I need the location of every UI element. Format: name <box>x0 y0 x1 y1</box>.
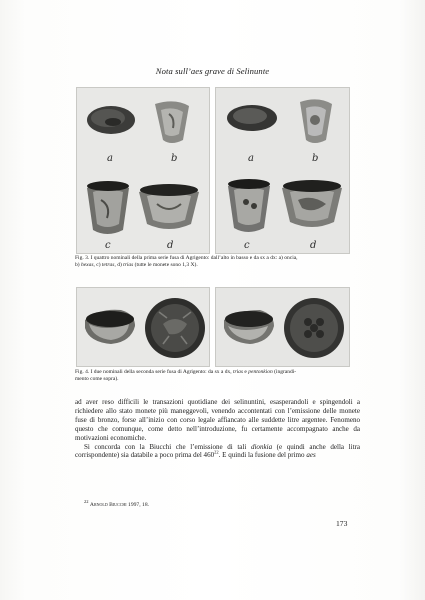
figure3-caption-c-prefix: , c) <box>93 262 102 269</box>
coin-tetras-reverse <box>228 179 270 232</box>
label-left-c: c <box>105 240 111 251</box>
figure4-left-photo <box>77 288 209 366</box>
coin-oncia-reverse <box>227 105 277 131</box>
figure3-caption-line1: I quattro nominali della prima serie fusa di Agrigento: dall’alto in basso e da sx a dx: a) oncia, <box>90 255 298 261</box>
footnote-ref-22[interactable]: 22 <box>214 450 219 456</box>
footnote-citation: 1997, 18. <box>126 502 150 508</box>
figure3-left-photo <box>77 88 209 253</box>
term-tetras: tetras <box>101 262 115 269</box>
figure3-caption-scale: (tutte le monete sono 1,3 X). <box>133 262 198 269</box>
paragraph-2-part-b: (e quindi anche della litra corrispondente) sia databile a poco prima del 460 <box>75 442 360 460</box>
figure4-caption-number: Fig. 4. <box>75 369 90 375</box>
figure3-caption <box>75 255 360 270</box>
figure3-plate-right <box>215 87 350 254</box>
label-right-a: a <box>248 153 254 164</box>
paragraph-1: ad aver reso difficili le transazioni quotidiane dei selinuntini, esasperandoli e spingendoli a richiedere allo stato monete più maneggevoli, venendo accontentati con l’emissione delle monete fuse di bronzo, forse all’inizio con corso legale affiancato alle suddette litre argentee. Fenomeno questo che comunque, come detto nell’introduzione, fu certamente accompagnato anche da motivazioni economiche. <box>75 398 360 442</box>
label-right-b: b <box>312 153 319 164</box>
coin-tetras <box>87 181 129 234</box>
figure4-caption-line1-end: (ingrandi- <box>272 369 297 375</box>
coin-trias <box>139 184 199 229</box>
figure4-caption <box>75 369 360 384</box>
term-dionkia: dionkia <box>250 442 273 451</box>
figure3-caption-d-prefix: , d) <box>114 262 124 269</box>
footnote-number: 22 <box>84 499 89 505</box>
term-hexas: hexas <box>80 262 94 269</box>
coin-oncia <box>87 106 135 134</box>
term-trias-fig4: trias <box>232 369 244 375</box>
term-pentonkion: pentonkion <box>248 369 273 375</box>
figure4-caption-line2: mento come sopra). <box>75 376 119 383</box>
coin-pentonkion-series2 <box>145 298 205 358</box>
term-aes: aes <box>306 451 316 460</box>
body-text <box>75 398 360 460</box>
figure3-plate-left <box>76 87 210 254</box>
label-left-a: a <box>107 153 113 164</box>
label-left-d: d <box>167 240 174 251</box>
figure3-right-photo <box>216 88 349 253</box>
running-head: Nota sull’aes grave di Selinunte <box>155 66 270 76</box>
figure4-caption-line1: I due nominali della seconda serie fusa di Agrigento: da sx a dx, <box>90 369 233 375</box>
figure4-plate-left <box>76 287 210 367</box>
figure4-caption-conjunction: e <box>243 369 249 375</box>
figure3-caption-b-prefix: b) <box>75 262 81 269</box>
label-left-b: b <box>171 153 178 164</box>
footnote-author: Arnold Biucchi <box>89 502 127 508</box>
coin-pentonkion-series2-reverse <box>284 298 344 358</box>
figure3-caption-number: Fig. 3. <box>75 255 90 261</box>
paragraph-2-part-a: Si concorda con la Biucchi che l’emissione di tali <box>84 442 251 451</box>
figure4-right-photo <box>216 288 349 366</box>
paragraph-2-part-c: . E quindi la fusione del primo <box>218 451 307 460</box>
page-number: 173 <box>336 519 348 528</box>
figure4-plate-right <box>215 287 350 367</box>
coin-trias-reverse <box>282 180 342 227</box>
paragraph-2 <box>75 443 360 461</box>
label-right-d: d <box>310 240 317 251</box>
label-right-c: c <box>244 240 250 251</box>
term-trias: trias <box>123 262 134 269</box>
footnote-22 <box>84 499 150 508</box>
